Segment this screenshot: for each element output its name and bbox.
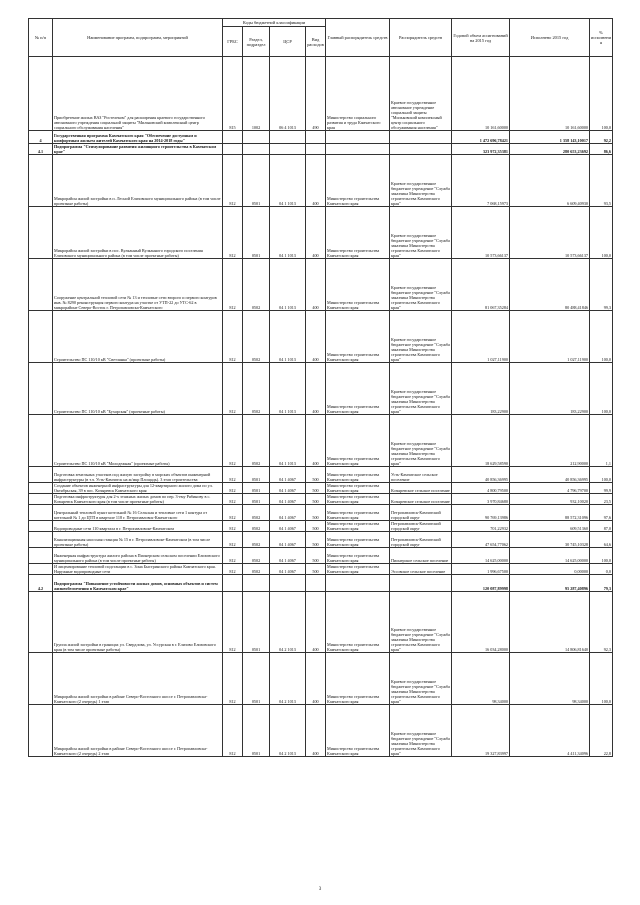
cell-gr: Министерство строительства Камчатского края bbox=[326, 494, 390, 505]
cell-name: Строительство ПС 110/10 кВ "Молодежная" (проектные работы) bbox=[53, 415, 223, 467]
cell-grbs: 812 bbox=[223, 505, 243, 521]
header-grbs: ГРБС bbox=[223, 27, 243, 57]
cell-rs: Краевое государственное бюджетное учреждение "Служба заказчика Министерства строительства Камчатского края" bbox=[390, 311, 452, 363]
cell-vr: 500 bbox=[306, 548, 326, 564]
cell-csr: 04 1 1013 bbox=[270, 207, 306, 259]
cell-gr: Министерство строительства Камчатского края bbox=[326, 532, 390, 548]
document-page bbox=[28, 18, 612, 757]
cell-name: Подпрограмма "Повышение устойчивости жилых домов, основных объектов и систем жизнеобеспечения в Камчатском крае" bbox=[53, 575, 223, 592]
table-row bbox=[29, 259, 613, 311]
cell-plan: 7 068,15973 bbox=[452, 155, 510, 207]
cell-vr: 400 bbox=[306, 705, 326, 757]
cell-pct: 99,9 bbox=[590, 483, 613, 494]
cell-rz: 1002 bbox=[243, 57, 270, 131]
cell-rs: Краевое государственное бюджетное учреждение "Служба заказчика Министерства строительства Камчатского края" bbox=[390, 705, 452, 757]
cell-rz: 0502 bbox=[243, 521, 270, 532]
cell-n bbox=[29, 521, 53, 532]
table-row bbox=[29, 311, 613, 363]
cell-csr bbox=[270, 144, 306, 155]
cell-rz: 0501 bbox=[243, 207, 270, 259]
cell-rs: Краевое государственное бюджетное учреждение "Служба заказчика Министерства строительства Камчатского края" bbox=[390, 592, 452, 653]
cell-pct: 0,0 bbox=[590, 564, 613, 575]
cell-pct: 100,0 bbox=[590, 653, 613, 705]
header-num: № п/п bbox=[29, 19, 53, 57]
cell-rz: 0502 bbox=[243, 532, 270, 548]
cell-n bbox=[29, 705, 53, 757]
cell-done: 4 411,34096 bbox=[510, 705, 590, 757]
cell-rs: Усть-Камчатское сельское поселение bbox=[390, 467, 452, 483]
cell-n bbox=[29, 207, 53, 259]
cell-csr: 04 2 1013 bbox=[270, 653, 306, 705]
cell-name: Микрорайон жилой застройки в районе Северо-Восточного шоссе г. Петропавловска-Камчатского (2 очередь) 2 этап bbox=[53, 705, 223, 757]
cell-rz: 0502 bbox=[243, 548, 270, 564]
cell-grbs: 812 bbox=[223, 705, 243, 757]
table-row bbox=[29, 548, 613, 564]
cell-done: 30 745,10328 bbox=[510, 532, 590, 548]
cell-csr: 04 1 4067 bbox=[270, 467, 306, 483]
header-razdel: Раздел, подраздел bbox=[243, 27, 270, 57]
cell-n bbox=[29, 259, 53, 311]
cell-rz: 0501 bbox=[243, 467, 270, 483]
cell-rs: Козыревское сельское поселение bbox=[390, 494, 452, 505]
cell-done: 609,51360 bbox=[510, 521, 590, 532]
table-row bbox=[29, 483, 613, 494]
page-number: 3 bbox=[318, 887, 322, 892]
table-row bbox=[29, 155, 613, 207]
cell-pct: 100,0 bbox=[590, 311, 613, 363]
cell-rz: 0502 bbox=[243, 363, 270, 415]
cell-csr: 04 1 1013 bbox=[270, 363, 306, 415]
cell-done: 1 027,11900 bbox=[510, 311, 590, 363]
cell-rz bbox=[243, 144, 270, 155]
cell-n bbox=[29, 363, 53, 415]
cell-gr: Министерство строительства Камчатского края bbox=[326, 363, 390, 415]
cell-plan: 1 027,11900 bbox=[452, 311, 510, 363]
cell-vr: 500 bbox=[306, 532, 326, 548]
cell-csr: 04 2 1013 bbox=[270, 705, 306, 757]
cell-vr: 400 bbox=[306, 363, 326, 415]
cell-csr: 04 1 1013 bbox=[270, 311, 306, 363]
table-row bbox=[29, 532, 613, 548]
cell-name: Создание объектов инженерной инфраструктуры для 12-квартирного жилого дома по ул. Октябрьская, 39 в пос. Козыревск Камчатского края bbox=[53, 483, 223, 494]
cell-pct: 99,3 bbox=[590, 259, 613, 311]
cell-done: 1 358 143,10017 bbox=[510, 131, 590, 144]
cell-done: 280 653,23692 bbox=[510, 144, 590, 155]
cell-done: 14 625,00000 bbox=[510, 548, 590, 564]
cell-n bbox=[29, 532, 53, 548]
table-row bbox=[29, 363, 613, 415]
cell-n: 4.2 bbox=[29, 575, 53, 592]
cell-grbs: 812 bbox=[223, 521, 243, 532]
cell-rs: Краевое государственное бюджетное учреждение "Служба заказчика Министерства строительства Камчатского края" bbox=[390, 415, 452, 467]
cell-plan: 47 654,77062 bbox=[452, 532, 510, 548]
cell-csr: 04 1 1013 bbox=[270, 259, 306, 311]
cell-n: 4 bbox=[29, 131, 53, 144]
header-name: Наименование программ, подпрограмм, мероприятий bbox=[53, 19, 223, 57]
cell-done: 0,00000 bbox=[510, 564, 590, 575]
cell-grbs bbox=[223, 131, 243, 144]
cell-plan: 16 034,28000 bbox=[452, 592, 510, 653]
cell-vr bbox=[306, 575, 326, 592]
cell-pct: 86,6 bbox=[590, 144, 613, 155]
cell-gr: Министерство строительства Камчатского края bbox=[326, 548, 390, 564]
cell-rs: Краевое государственное бюджетное учреждение "Служба заказчика Министерства строительства Камчатского края" bbox=[390, 259, 452, 311]
cell-plan: 18 629,58590 bbox=[452, 415, 510, 467]
cell-grbs: 812 bbox=[223, 207, 243, 259]
cell-n bbox=[29, 505, 53, 521]
cell-rs: Краевое государственное бюджетное учреждение "Служба заказчика Министерства строительства Камчатского края" bbox=[390, 653, 452, 705]
cell-rz: 0502 bbox=[243, 415, 270, 467]
header-pct: % исполнения bbox=[590, 19, 613, 57]
cell-rs: Петропавловск-Камчатский городской округ bbox=[390, 505, 452, 521]
cell-pct: 100,0 bbox=[590, 57, 613, 131]
cell-done: 88 572,31096 bbox=[510, 505, 590, 521]
cell-grbs bbox=[223, 144, 243, 155]
cell-csr: 04 1 4067 bbox=[270, 564, 306, 575]
cell-vr: 400 bbox=[306, 259, 326, 311]
cell-rs: Козыревское сельское поселение bbox=[390, 483, 452, 494]
cell-name: Приобретение жилых ВАЗ "Ростелеком" для расширения краевого государственного автономного учреждения социальной защиты "Мильковский комплексный центр социального обслуживания населения" bbox=[53, 57, 223, 131]
cell-grbs: 812 bbox=[223, 415, 243, 467]
cell-pct: 100,0 bbox=[590, 467, 613, 483]
cell-grbs: 812 bbox=[223, 548, 243, 564]
cell-n bbox=[29, 415, 53, 467]
cell-rz: 0501 bbox=[243, 592, 270, 653]
table-body bbox=[29, 57, 613, 757]
cell-name: Центральный тепловой пункт котельной № 16 Сельская и тепловые сети 1 контура от котельной № 1 до ЦТП в квартале 118 г. Петропавловск-Камчатского bbox=[53, 505, 223, 521]
cell-plan: 3 970,84680 bbox=[452, 494, 510, 505]
cell-name: Микрорайон жилой застройки в пос. Вулканный Вулканного городского поселения Елизовского муниципального района (в том числе проектные работы) bbox=[53, 207, 223, 259]
cell-rs bbox=[390, 131, 452, 144]
cell-rs: Пионерское сельское поселение bbox=[390, 548, 452, 564]
cell-n bbox=[29, 57, 53, 131]
cell-rz: 0501 bbox=[243, 155, 270, 207]
cell-rs: Петропавловск-Камчатский городской округ bbox=[390, 521, 452, 532]
cell-vr: 500 bbox=[306, 564, 326, 575]
cell-pct: 92,3 bbox=[590, 592, 613, 653]
table-row bbox=[29, 653, 613, 705]
cell-vr: 400 bbox=[306, 207, 326, 259]
table-row bbox=[29, 592, 613, 653]
cell-grbs: 812 bbox=[223, 483, 243, 494]
table-row bbox=[29, 57, 613, 131]
cell-name: Строительство ПС 110/10 кВ "Бухарская" (проектные работы) bbox=[53, 363, 223, 415]
cell-csr: 04 1 4067 bbox=[270, 532, 306, 548]
table-row bbox=[29, 521, 613, 532]
cell-plan: 81 067,35284 bbox=[452, 259, 510, 311]
cell-vr: 400 bbox=[306, 311, 326, 363]
cell-csr: 04 1 4067 bbox=[270, 494, 306, 505]
table-row bbox=[29, 564, 613, 575]
cell-n bbox=[29, 653, 53, 705]
cell-grbs: 812 bbox=[223, 467, 243, 483]
cell-rz: 0501 bbox=[243, 494, 270, 505]
cell-grbs: 812 bbox=[223, 311, 243, 363]
table-row bbox=[29, 131, 613, 144]
table-row bbox=[29, 494, 613, 505]
cell-rz: 0501 bbox=[243, 483, 270, 494]
cell-n bbox=[29, 564, 53, 575]
cell-name: Канализационная насосная станция № 15 в г. Петропавловске-Камчатском (в том числе проектные работы) bbox=[53, 532, 223, 548]
cell-pct: 93,5 bbox=[590, 155, 613, 207]
cell-rz: 0502 bbox=[243, 259, 270, 311]
cell-rs: Краевое государственное бюджетное учреждение "Служба заказчика Министерства строительства Камчатского края" bbox=[390, 155, 452, 207]
cell-plan: 10 161,60000 bbox=[452, 57, 510, 131]
cell-n bbox=[29, 592, 53, 653]
cell-csr: 04 1 4067 bbox=[270, 548, 306, 564]
header-plan: Годовой объем ассигнований на 2015 год bbox=[452, 19, 510, 57]
cell-plan: 19 327,83997 bbox=[452, 705, 510, 757]
header-classification-group: Коды бюджетной классификации bbox=[223, 19, 326, 27]
cell-plan: 120 087,89998 bbox=[452, 575, 510, 592]
cell-done: 4 796,79700 bbox=[510, 483, 590, 494]
cell-name: Подготовка земельных участков под жилую застройку в морских объектов инженерной инфраструктуры (в т.ч. Усть-Камчатск на ж/мкр Площадь). 3 этап строительства bbox=[53, 467, 223, 483]
cell-done: 10 161,60000 bbox=[510, 57, 590, 131]
cell-grbs: 812 bbox=[223, 494, 243, 505]
table-row bbox=[29, 575, 613, 592]
cell-name: Группа жилой застройки в границах ул. Свердлова, ул. Уссурская в г. Елизово Елизовского края (в том числе проектные работы) bbox=[53, 592, 223, 653]
cell-vr: 500 bbox=[306, 505, 326, 521]
cell-n bbox=[29, 311, 53, 363]
cell-csr: 04 1 1013 bbox=[270, 415, 306, 467]
cell-n: 4.1 bbox=[29, 144, 53, 155]
cell-pct: 92,2 bbox=[590, 131, 613, 144]
cell-vr: 400 bbox=[306, 415, 326, 467]
cell-gr: Министерство строительства Камчатского края bbox=[326, 467, 390, 483]
cell-csr: 04 1 1013 bbox=[270, 155, 306, 207]
cell-pct: 64,6 bbox=[590, 532, 613, 548]
cell-rs: Краевое государственное бюджетное учреждение "Служба заказчика Министерства строительства Камчатского края" bbox=[390, 363, 452, 415]
cell-name: И лицензирование тепловой подстанции в с. Зона Быстринского района Камчатского края. Наружные водопроводные сети bbox=[53, 564, 223, 575]
table-row bbox=[29, 415, 613, 467]
cell-csr: 04 1 4067 bbox=[270, 505, 306, 521]
cell-grbs bbox=[223, 575, 243, 592]
cell-plan: 1 996,67500 bbox=[452, 564, 510, 575]
cell-grbs: 812 bbox=[223, 259, 243, 311]
cell-gr bbox=[326, 144, 390, 155]
cell-grbs: 812 bbox=[223, 564, 243, 575]
cell-done: 40 856,36995 bbox=[510, 467, 590, 483]
cell-vr: 400 bbox=[306, 592, 326, 653]
cell-grbs: 812 bbox=[223, 155, 243, 207]
table-row bbox=[29, 467, 613, 483]
cell-rz: 0502 bbox=[243, 505, 270, 521]
cell-n bbox=[29, 483, 53, 494]
cell-gr: Министерство строительства Камчатского края bbox=[326, 521, 390, 532]
cell-vr: 500 bbox=[306, 467, 326, 483]
cell-gr: Министерство строительства Камчатского края bbox=[326, 259, 390, 311]
cell-name: Микрорайон жилой застройки в районе Северо-Восточного шоссе г. Петропавловска-Камчатского (2 очередь) 1 этап bbox=[53, 653, 223, 705]
cell-gr: Министерство строительства Камчатского края bbox=[326, 592, 390, 653]
cell-name: Водопроводные сети 110 квартала в г. Петропавловске-Камчатском bbox=[53, 521, 223, 532]
cell-n bbox=[29, 494, 53, 505]
cell-done: 212,90000 bbox=[510, 415, 590, 467]
cell-done: 80 488,41846 bbox=[510, 259, 590, 311]
cell-rs: Эссовское сельское поселение bbox=[390, 564, 452, 575]
cell-name: Микрорайон жилой застройки в п. Лесной Елизовского муниципального района (в том числе проектные работы) bbox=[53, 155, 223, 207]
table-row bbox=[29, 207, 613, 259]
cell-vr: 500 bbox=[306, 483, 326, 494]
cell-gr: Министерство строительства Камчатского края bbox=[326, 653, 390, 705]
cell-rz bbox=[243, 575, 270, 592]
cell-plan: 14 625,00000 bbox=[452, 548, 510, 564]
table-row bbox=[29, 144, 613, 155]
header-csr: ЦСР bbox=[270, 27, 306, 57]
cell-plan: 183,22900 bbox=[452, 363, 510, 415]
cell-plan: 701,22932 bbox=[452, 521, 510, 532]
header-recipient: Распорядитель средств bbox=[390, 19, 452, 57]
cell-csr: 06 4 1013 bbox=[270, 57, 306, 131]
cell-done: 6 609,40930 bbox=[510, 155, 590, 207]
cell-gr: Министерство строительства Камчатского края bbox=[326, 207, 390, 259]
cell-name: Строительство ПС 110/10 кВ "Светлянка" (проектные работы) bbox=[53, 311, 223, 363]
cell-n bbox=[29, 548, 53, 564]
budget-table bbox=[28, 18, 613, 757]
cell-grbs: 812 bbox=[223, 592, 243, 653]
cell-gr: Министерство строительства Камчатского края bbox=[326, 564, 390, 575]
cell-pct: 79,3 bbox=[590, 575, 613, 592]
cell-vr bbox=[306, 144, 326, 155]
cell-gr: Министерство строительства Камчатского края bbox=[326, 483, 390, 494]
cell-plan: 323 972,35381 bbox=[452, 144, 510, 155]
cell-gr: Министерство строительства Камчатского края bbox=[326, 505, 390, 521]
cell-plan: 4 800,79500 bbox=[452, 483, 510, 494]
cell-grbs: 812 bbox=[223, 653, 243, 705]
cell-done: 932,10020 bbox=[510, 494, 590, 505]
header-manager: Главный распорядитель средств bbox=[326, 19, 390, 57]
cell-gr: Министерство строительства Камчатского края bbox=[326, 415, 390, 467]
cell-plan: 1 472 696,78421 bbox=[452, 131, 510, 144]
cell-name: Сооружение центральной тепловой сети № 13 и тепловые сети второго и первого контуров инв. № 8290 реконструкция первого контура на участке от УТП-22 до УТС-62 в микрорайоне Северо-Восток г. Петропавловска-Камчатского bbox=[53, 259, 223, 311]
cell-pct: 22,8 bbox=[590, 705, 613, 757]
cell-rz: 0502 bbox=[243, 311, 270, 363]
cell-pct: 100,0 bbox=[590, 207, 613, 259]
cell-rz: 0501 bbox=[243, 705, 270, 757]
cell-grbs: 812 bbox=[223, 363, 243, 415]
cell-rz: 0502 bbox=[243, 564, 270, 575]
cell-plan: 10 573,66137 bbox=[452, 207, 510, 259]
cell-pct: 87,0 bbox=[590, 521, 613, 532]
cell-csr: 04 2 1013 bbox=[270, 592, 306, 653]
cell-done: 14 806,81640 bbox=[510, 592, 590, 653]
cell-pct: 100,0 bbox=[590, 548, 613, 564]
cell-vr bbox=[306, 131, 326, 144]
cell-rs: Краевое государственное автономное учреждение социальной защиты "Мильковский комплексный центр социального обслуживания населения" bbox=[390, 57, 452, 131]
cell-rz bbox=[243, 131, 270, 144]
cell-done: 183,22900 bbox=[510, 363, 590, 415]
cell-n bbox=[29, 467, 53, 483]
cell-pct: 97,6 bbox=[590, 505, 613, 521]
cell-csr: 04 1 4067 bbox=[270, 521, 306, 532]
cell-done: 98,34000 bbox=[510, 653, 590, 705]
cell-csr bbox=[270, 575, 306, 592]
cell-name: Подготовка инфраструктуры для 2-х этажных жилых домов по пер. 3-ему Рябинову в с. Козыревск Камчатского края (в том числе проектные работы) bbox=[53, 494, 223, 505]
cell-rs bbox=[390, 144, 452, 155]
cell-plan: 98,34000 bbox=[452, 653, 510, 705]
cell-pct: 100,0 bbox=[590, 363, 613, 415]
cell-grbs: 812 bbox=[223, 532, 243, 548]
header-done: Исполнено 2015 год bbox=[510, 19, 590, 57]
table-row bbox=[29, 705, 613, 757]
cell-name: Подпрограмма "Стимулирование развития жилищного строительства в Камчатском крае" bbox=[53, 144, 223, 155]
cell-plan: 40 856,36995 bbox=[452, 467, 510, 483]
cell-done: 95 287,40896 bbox=[510, 575, 590, 592]
cell-name: Государственная программа Камчатского края "Обеспечение доступным и комфортным жильем жителей Камчатского края на 2014-2018 годы" bbox=[53, 131, 223, 144]
cell-name: Инженерная инфраструктура жилого района в Пионерском сельском поселении Елизовского муниципального района (в том числе проектные работы) bbox=[53, 548, 223, 564]
cell-vr: 500 bbox=[306, 521, 326, 532]
cell-csr: 04 1 4067 bbox=[270, 483, 306, 494]
cell-rs bbox=[390, 575, 452, 592]
cell-gr: Министерство строительства Камчатского края bbox=[326, 705, 390, 757]
cell-rz: 0501 bbox=[243, 653, 270, 705]
header-vr: Вид расходов bbox=[306, 27, 326, 57]
cell-grbs: 815 bbox=[223, 57, 243, 131]
cell-pct: 1,1 bbox=[590, 415, 613, 467]
cell-rs: Петропавловск-Камчатский городской округ bbox=[390, 532, 452, 548]
cell-rs: Краевое государственное бюджетное учреждение "Служба заказчика Министерства строительства Камчатского края" bbox=[390, 207, 452, 259]
cell-gr bbox=[326, 131, 390, 144]
table-row bbox=[29, 505, 613, 521]
cell-vr: 400 bbox=[306, 155, 326, 207]
cell-gr: Министерство строительства Камчатского края bbox=[326, 155, 390, 207]
cell-n bbox=[29, 155, 53, 207]
cell-vr: 400 bbox=[306, 653, 326, 705]
cell-gr: Министерство строительства Камчатского края bbox=[326, 311, 390, 363]
cell-gr: Министерство социального развития и труда Камчатского края bbox=[326, 57, 390, 131]
cell-gr bbox=[326, 575, 390, 592]
cell-vr: 500 bbox=[306, 494, 326, 505]
cell-plan: 90 769,13986 bbox=[452, 505, 510, 521]
cell-pct: 23,5 bbox=[590, 494, 613, 505]
cell-done: 10 573,66137 bbox=[510, 207, 590, 259]
cell-vr: 490 bbox=[306, 57, 326, 131]
cell-csr bbox=[270, 131, 306, 144]
